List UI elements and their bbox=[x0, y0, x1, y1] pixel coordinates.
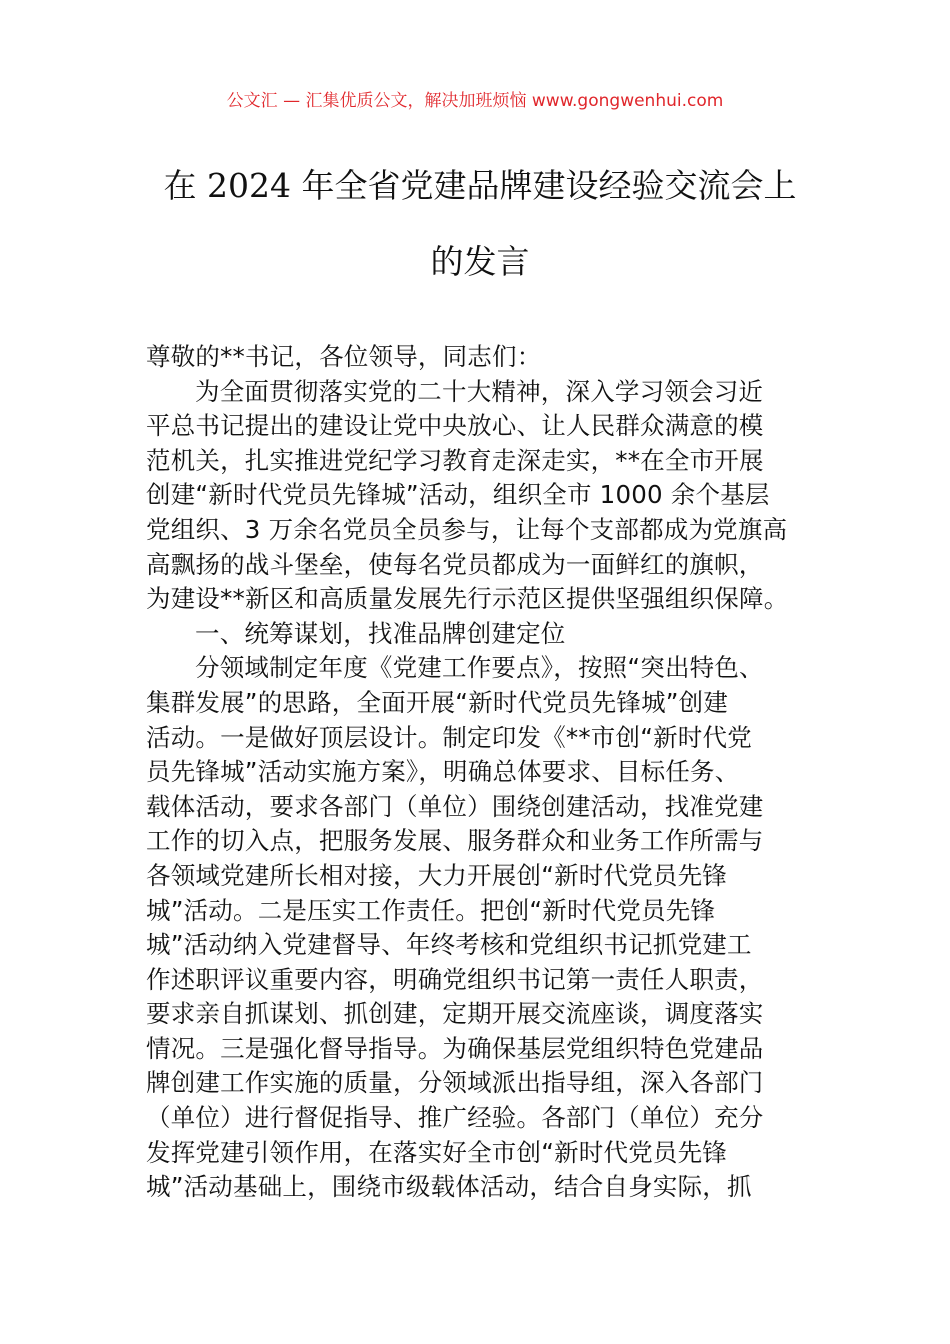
body-line: 工作的切入点，把服务发展、服务群众和业务工作所需与 bbox=[146, 826, 764, 856]
watermark-banner[interactable]: 公文汇 — 汇集优质公文，解决加班烦恼 www.gongwenhui.com bbox=[226, 91, 724, 111]
body-line: 创建“新时代党员先锋城”活动，组织全市 1000 余个基层 bbox=[146, 480, 770, 510]
body-line: 分领域制定年度《党建工作要点》，按照“突出特色、 bbox=[195, 653, 764, 683]
body-line: 范机关，扎实推进党纪学习教育走深走实，**在全市开展 bbox=[146, 445, 764, 475]
document-body bbox=[146, 340, 816, 1205]
body-line: 尊敬的**书记，各位领导，同志们： bbox=[146, 342, 542, 371]
body-line: 平总书记提出的建设让党中央放心、让人民群众满意的模 bbox=[146, 411, 764, 441]
body-line: 为建设**新区和高质量发展先行示范区提供坚强组织保障。 bbox=[146, 584, 789, 614]
title-line-1: 在 2024 年全省党建品牌建设经验交流会上 bbox=[163, 166, 797, 205]
body-line: 城”活动。二是压实工作责任。把创“新时代党员先锋 bbox=[146, 895, 716, 925]
title-line-2: 的发言 bbox=[430, 242, 530, 281]
body-line: 集群发展”的思路，全面开展“新时代党员先锋城”创建 bbox=[146, 687, 729, 717]
body-line: 作述职评议重要内容，明确党组织书记第一责任人职责， bbox=[146, 964, 764, 994]
body-line: 情况。三是强化督导指导。为确保基层党组织特色党建品 bbox=[146, 1033, 764, 1063]
document-title bbox=[140, 148, 820, 300]
body-line: 为全面贯彻落实党的二十大精神，深入学习领会习近 bbox=[195, 376, 764, 406]
body-line: 要求亲自抓谋划、抓创建，定期开展交流座谈，调度落实 bbox=[146, 999, 764, 1029]
body-line: 活动。一是做好顶层设计。制定印发《**市创“新时代党 bbox=[146, 722, 752, 752]
body-line: 党组织、3 万余名党员全员参与，让每个支部都成为党旗高 bbox=[146, 514, 788, 544]
body-line: 城”活动纳入党建督导、年终考核和党组织书记抓党建工 bbox=[146, 930, 752, 960]
body-line: 城”活动基础上，围绕市级载体活动，结合自身实际，抓 bbox=[146, 1172, 752, 1202]
body-line: 牌创建工作实施的质量，分领域派出指导组，深入各部门 bbox=[146, 1068, 764, 1098]
body-line: 载体活动，要求各部门（单位）围绕创建活动，找准党建 bbox=[146, 791, 764, 821]
body-line: 各领域党建所长相对接，大力开展创“新时代党员先锋 bbox=[146, 860, 727, 890]
body-line: 一、统筹谋划，找准品牌创建定位 bbox=[195, 618, 566, 648]
body-line: （单位）进行督促指导、推广经验。各部门（单位）充分 bbox=[146, 1103, 764, 1133]
body-line: 发挥党建引领作用，在落实好全市创“新时代党员先锋 bbox=[146, 1137, 727, 1167]
body-line: 高飘扬的战斗堡垒，使每名党员都成为一面鲜红的旗帜， bbox=[146, 549, 764, 579]
body-line: 员先锋城”活动实施方案》，明确总体要求、目标任务、 bbox=[146, 757, 740, 787]
